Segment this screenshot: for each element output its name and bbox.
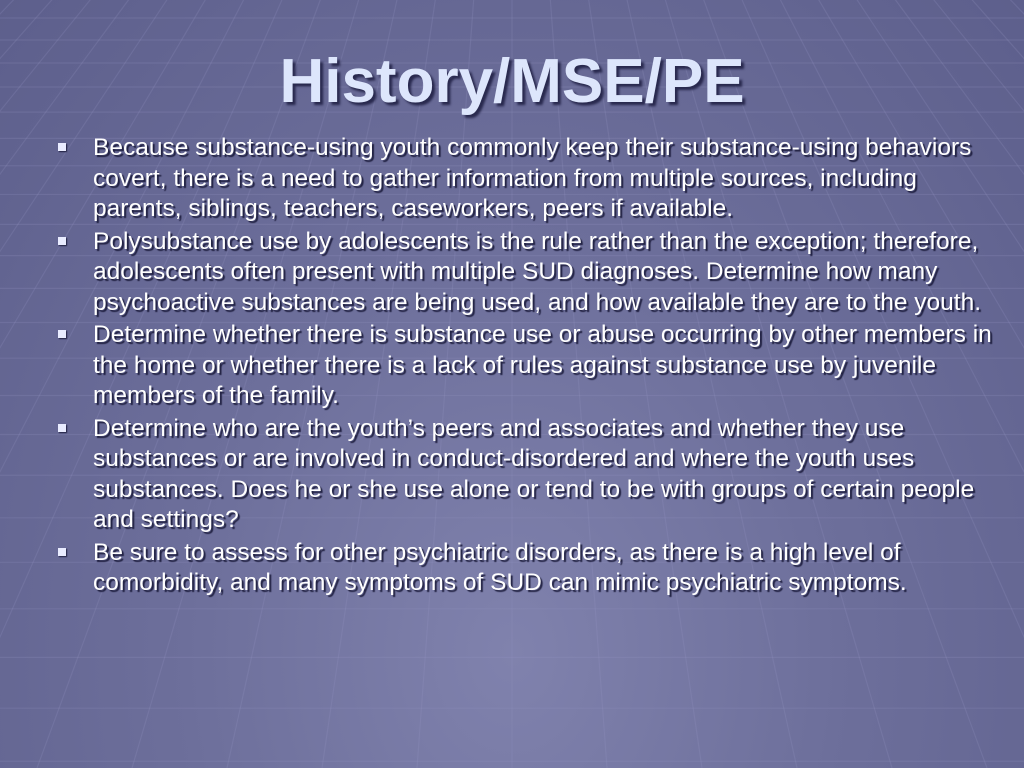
bullet-text: Because substance-using youth commonly keep their substance-using behaviors covert, there is a need to gather information from multiple sources, including parents, siblings, teachers, caseworkers, peers if available. <box>93 134 972 222</box>
slide-title: History/MSE/PE <box>279 47 745 116</box>
bullet-text: Polysubstance use by adolescents is the rule rather than the exception; therefore, adolescents often present with multiple SUD diagnoses. Determine how many psychoactive substances are being used, and how available they are to the youth. <box>93 227 982 316</box>
bullet-item <box>56 320 1001 412</box>
bullet-item <box>56 227 1001 319</box>
square-bullet-icon <box>58 237 66 245</box>
square-bullet-icon <box>58 548 66 556</box>
bullet-item <box>56 538 1001 599</box>
square-bullet-icon <box>58 424 66 432</box>
bullet-text: Determine whether there is substance use or abuse occurring by other members in the home or whether there is a lack of rules against substance use by juvenile members of the family. <box>93 321 992 409</box>
square-bullet-icon <box>58 143 66 151</box>
bullet-item <box>56 414 1001 536</box>
bullet-list <box>56 133 1001 601</box>
bullet-text: Be sure to assess for other psychiatric disorders, as there is a high level of comorbidity, and many symptoms of SUD can mimic psychiatric symptoms. <box>93 538 907 596</box>
bullet-text: Determine who are the youth’s peers and associates and whether they use substances or are involved in conduct-disordered and where the youth uses substances. Does he or she use alone or tend to be with groups of certain people and settings? <box>93 414 975 533</box>
square-bullet-icon <box>58 330 66 338</box>
bullet-item <box>56 133 1001 225</box>
